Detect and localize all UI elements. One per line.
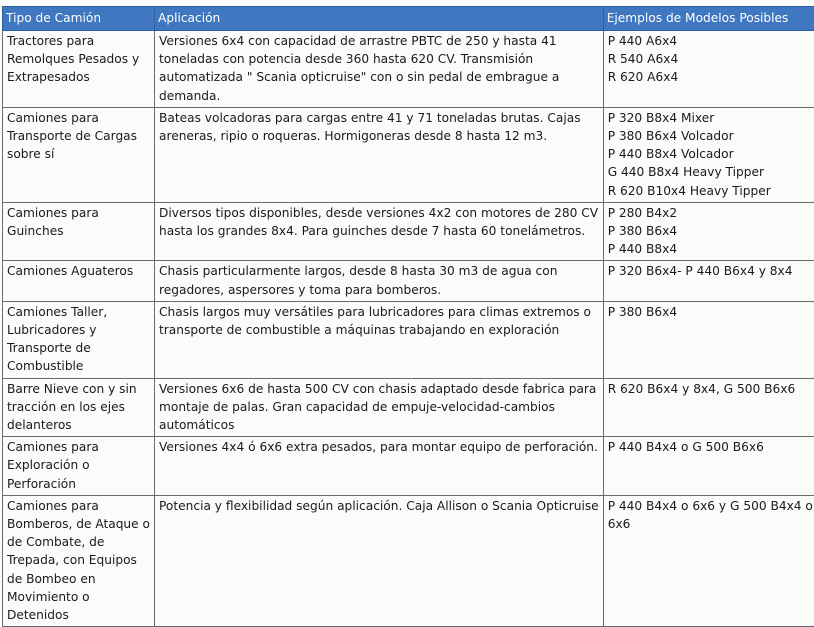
table-row bbox=[3, 437, 814, 496]
cell-tipo-line: Camiones para bbox=[7, 497, 150, 515]
cell-tipo-line: tracción en los ejes bbox=[7, 398, 150, 416]
cell-aplicacion-line: Diversos tipos disponibles, desde versiones 4x2 con motores de 280 CV bbox=[159, 204, 599, 222]
cell-tipo-line: Combustible bbox=[7, 357, 150, 375]
cell-aplicacion-line: automáticos bbox=[159, 416, 599, 434]
cell-modelos-line: P 440 B8x4 Volcador bbox=[608, 145, 813, 163]
cell-tipo-line: Barre Nieve con y sin bbox=[7, 380, 150, 398]
table-header-row bbox=[3, 7, 814, 31]
cell-modelos-line: P 380 B6x4 Volcador bbox=[608, 127, 813, 145]
header-aplicacion: Aplicación bbox=[155, 7, 604, 31]
cell-aplicacion-line: Versiones 6x4 con capacidad de arrastre PBTC de 250 y hasta 41 bbox=[159, 32, 599, 50]
cell-modelos-line: P 440 B4x4 o 6x6 y G 500 B4x4 o bbox=[608, 497, 813, 515]
cell-tipo-line: Guinches bbox=[7, 222, 150, 240]
cell-modelos-line: R 540 A6x4 bbox=[608, 50, 813, 68]
cell-aplicacion-line: Versiones 4x4 ó 6x6 extra pesados, para montar equipo de perforación. bbox=[159, 438, 599, 456]
cell-modelos-line: P 440 A6x4 bbox=[608, 32, 813, 50]
cell-tipo-line: Transporte de bbox=[7, 339, 150, 357]
cell-tipo-line: Movimiento o bbox=[7, 588, 150, 606]
cell-tipo-line: Transporte de Cargas bbox=[7, 127, 150, 145]
cell-modelos-line: P 380 B6x4 bbox=[608, 222, 813, 240]
cell-modelos-line: P 280 B4x2 bbox=[608, 204, 813, 222]
cell-modelos bbox=[603, 495, 814, 626]
cell-modelos-line: 6x6 bbox=[608, 515, 813, 533]
cell-tipo-line: sobre sí bbox=[7, 145, 150, 163]
cell-modelos-line: R 620 B6x4 y 8x4, G 500 B6x6 bbox=[608, 380, 813, 398]
cell-aplicacion-line: transporte de combustible a máquinas trabajando en exploración bbox=[159, 321, 599, 339]
cell-tipo-line: Camiones Taller, bbox=[7, 303, 150, 321]
cell-aplicacion-line: montaje de palas. Gran capacidad de empuje-velocidad-cambios bbox=[159, 398, 599, 416]
cell-modelos-line: P 440 B8x4 bbox=[608, 240, 813, 258]
cell-aplicacion bbox=[155, 495, 604, 626]
cell-tipo-line: Exploración o bbox=[7, 456, 150, 474]
cell-aplicacion-line: demanda. bbox=[159, 87, 599, 105]
truck-models-table bbox=[2, 6, 814, 627]
cell-tipo-line: Camiones para bbox=[7, 438, 150, 456]
cell-aplicacion-line: regadores, aspersores y toma para bomberos. bbox=[159, 281, 599, 299]
cell-aplicacion-line: hasta los grandes 8x4. Para guinches desde 7 hasta 60 tonelámetros. bbox=[159, 222, 599, 240]
cell-modelos-line: P 320 B6x4- P 440 B6x4 y 8x4 bbox=[608, 262, 813, 280]
cell-aplicacion bbox=[155, 437, 604, 496]
cell-aplicacion bbox=[155, 31, 604, 108]
table-body bbox=[3, 31, 814, 627]
cell-tipo-line: Perforación bbox=[7, 475, 150, 493]
table-row bbox=[3, 202, 814, 261]
table-row bbox=[3, 261, 814, 301]
cell-tipo bbox=[3, 202, 155, 261]
table-row bbox=[3, 378, 814, 437]
cell-aplicacion bbox=[155, 301, 604, 378]
cell-tipo bbox=[3, 437, 155, 496]
cell-tipo-line: Lubricadores y bbox=[7, 321, 150, 339]
table-row bbox=[3, 495, 814, 626]
cell-modelos bbox=[603, 31, 814, 108]
table-row bbox=[3, 107, 814, 202]
cell-modelos bbox=[603, 261, 814, 301]
cell-tipo-line: Remolques Pesados y bbox=[7, 50, 150, 68]
cell-tipo-line: Camiones para bbox=[7, 109, 150, 127]
cell-tipo bbox=[3, 378, 155, 437]
cell-tipo-line: Camiones para bbox=[7, 204, 150, 222]
cell-aplicacion-line: automatizada " Scania opticruise" con o sin pedal de embrague a bbox=[159, 68, 599, 86]
cell-tipo bbox=[3, 301, 155, 378]
header-tipo-de-camion: Tipo de Camión bbox=[3, 7, 155, 31]
cell-modelos-line: G 440 B8x4 Heavy Tipper bbox=[608, 163, 813, 181]
cell-aplicacion-line: areneras, ripio o roqueras. Hormigoneras desde 8 hasta 12 m3. bbox=[159, 127, 599, 145]
cell-tipo-line: Bomberos, de Ataque o bbox=[7, 515, 150, 533]
cell-tipo-line: Trepada, con Equipos bbox=[7, 551, 150, 569]
cell-tipo bbox=[3, 107, 155, 202]
cell-modelos-line: R 620 B10x4 Heavy Tipper bbox=[608, 182, 813, 200]
cell-aplicacion-line: Chasis particularmente largos, desde 8 hasta 30 m3 de agua con bbox=[159, 262, 599, 280]
cell-modelos bbox=[603, 437, 814, 496]
cell-modelos bbox=[603, 378, 814, 437]
cell-aplicacion bbox=[155, 378, 604, 437]
cell-tipo-line: Camiones Aguateros bbox=[7, 262, 150, 280]
header-ejemplos-de-modelos: Ejemplos de Modelos Posibles bbox=[603, 7, 814, 31]
cell-tipo-line: de Bombeo en bbox=[7, 570, 150, 588]
cell-modelos bbox=[603, 301, 814, 378]
cell-aplicacion-line: Chasis largos muy versátiles para lubricadores para climas extremos o bbox=[159, 303, 599, 321]
cell-aplicacion bbox=[155, 202, 604, 261]
cell-aplicacion bbox=[155, 107, 604, 202]
cell-tipo-line: delanteros bbox=[7, 416, 150, 434]
cell-aplicacion bbox=[155, 261, 604, 301]
cell-modelos-line: R 620 A6x4 bbox=[608, 68, 813, 86]
cell-modelos-line: P 320 B8x4 Mixer bbox=[608, 109, 813, 127]
cell-tipo bbox=[3, 495, 155, 626]
table-row bbox=[3, 301, 814, 378]
cell-aplicacion-line: Bateas volcadoras para cargas entre 41 y 71 toneladas brutas. Cajas bbox=[159, 109, 599, 127]
cell-tipo-line: de Combate, de bbox=[7, 533, 150, 551]
cell-tipo-line: Detenidos bbox=[7, 606, 150, 624]
cell-modelos-line: P 380 B6x4 bbox=[608, 303, 813, 321]
table-row bbox=[3, 31, 814, 108]
cell-tipo-line: Tractores para bbox=[7, 32, 150, 50]
cell-aplicacion-line: Potencia y flexibilidad según aplicación. Caja Allison o Scania Opticruise bbox=[159, 497, 599, 515]
cell-tipo bbox=[3, 261, 155, 301]
cell-tipo-line: Extrapesados bbox=[7, 68, 150, 86]
cell-modelos-line: P 440 B4x4 o G 500 B6x6 bbox=[608, 438, 813, 456]
cell-modelos bbox=[603, 107, 814, 202]
cell-aplicacion-line: toneladas con potencia desde 360 hasta 620 CV. Transmisión bbox=[159, 50, 599, 68]
cell-modelos bbox=[603, 202, 814, 261]
cell-tipo bbox=[3, 31, 155, 108]
cell-aplicacion-line: Versiones 6x6 de hasta 500 CV con chasis adaptado desde fabrica para bbox=[159, 380, 599, 398]
